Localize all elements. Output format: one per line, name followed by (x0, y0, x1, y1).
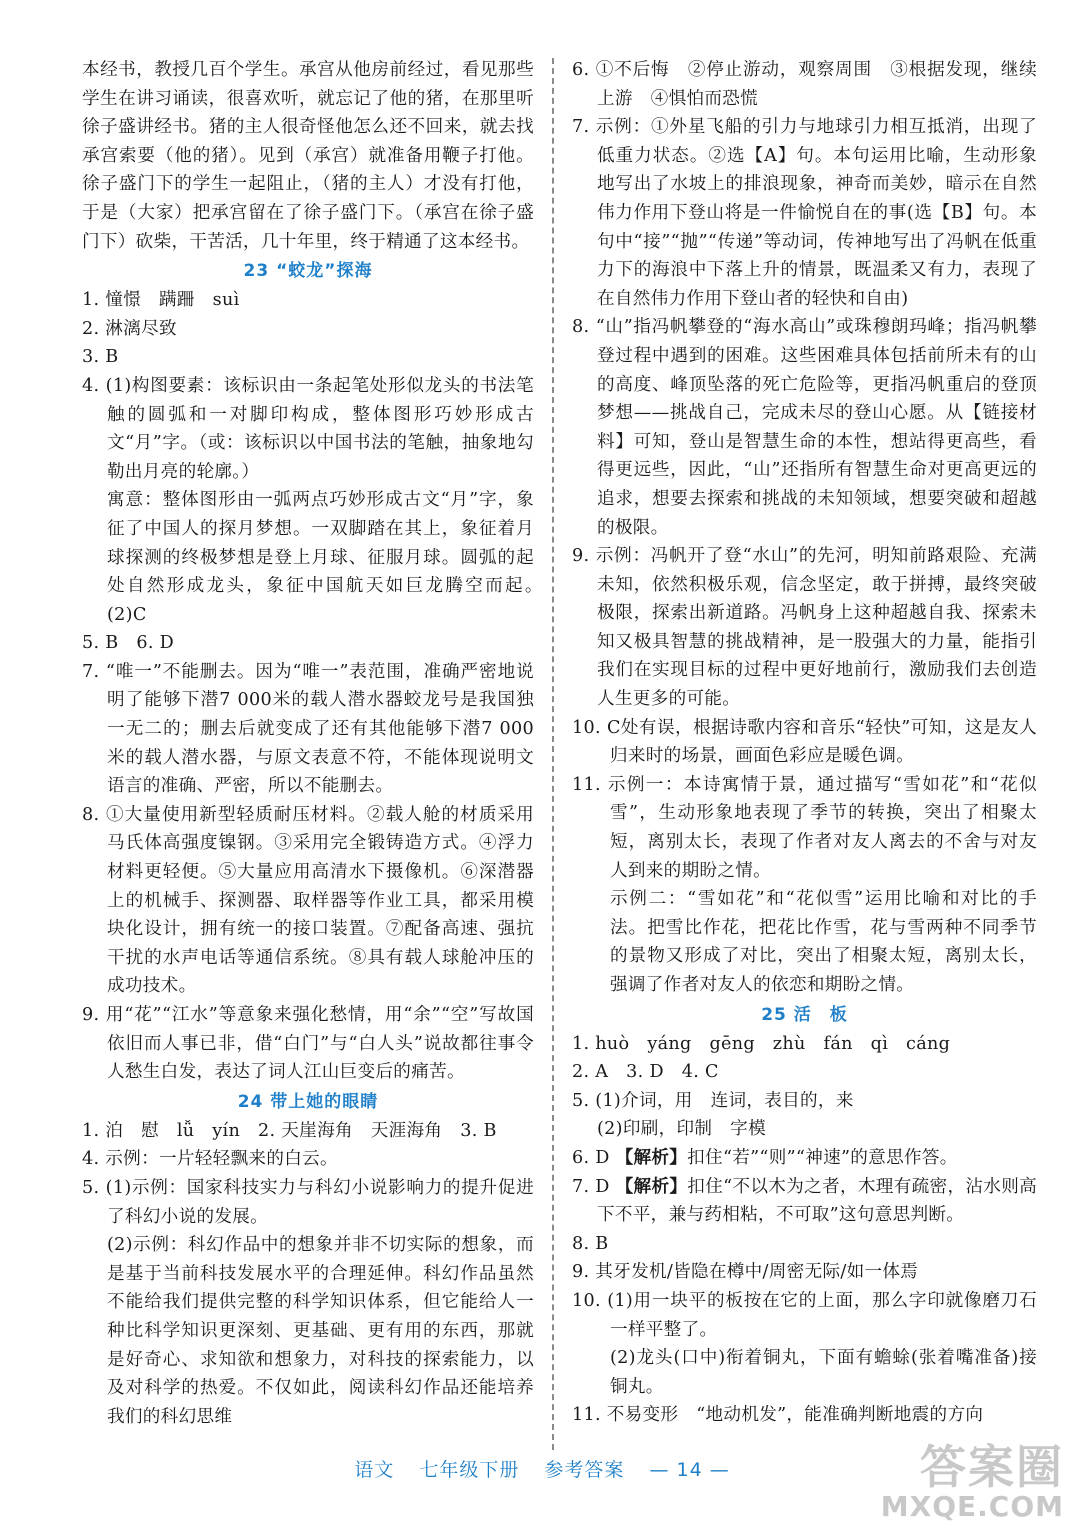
analysis-tag: 【解析】 (615, 1147, 688, 1168)
s25-answer-1: 1. huò yáng gēng zhù fán qì cáng (572, 1033, 951, 1054)
s25-answer-9: 9. 其牙发机/皆隐在樽中/周密无际/如一体焉 (572, 1262, 919, 1283)
s23-answer-9: 9. 用“花”“江水”等意象来强化愁情，用“余”“空”写故国依旧而人事已非，借“白门”与“白人头”说故都往事令人愁生白发，表达了词人江山巨变后的痛苦。 (82, 1005, 534, 1083)
intro-paragraph: 本经书，教授几百个学生。承宫从他房前经过，看见那些学生在讲习诵读，很喜欢听，就忘记了他的猪，在那里听徐子盛讲经书。猪的主人很奇怪他怎么还不回来，就去找承宫索要（他的猪）。见到（承宫）就准备用鞭子打他。徐子盛门下的学生一起阻止，（猪的主人）才没有打他，于是（大家）把承宫留在了徐子盛门下。（承宫在徐子盛门下）砍柴，干苦活，几十年里，终于精通了这本经书。 (82, 60, 534, 252)
s25-answer-6-analysis: 扣住“若”“则”“神速”的意思作答。 (687, 1147, 958, 1168)
s25-answer-10-part2: (2)龙头(口中)衔着铜丸，下面有蟾蜍(张着嘴准备)接铜丸。 (610, 1348, 1037, 1397)
s25-answer-6 (572, 1144, 1037, 1173)
s24-answer-7: 7. 示例：①外星飞船的引力与地球引力相互抵消，出现了低重力状态。②选【A】句。本句运用比喻，生动形象地写出了水坡上的排浪现象，神奇而美妙，暗示在自然伟力作用下登山将是一件愉悦自在的事(选【B】句。本句中“接”“抛”“传递”等动词，传神地写出了冯帆在低重力下的海浪中下落上升的情景，既温柔又有力，表现了在自然伟力作用下登山者的轻快和自由) (572, 117, 1037, 309)
s23-answer-3: 3. B (82, 347, 119, 368)
column-divider (552, 58, 554, 1450)
s23-answer-2: 2. 淋漓尽致 (82, 318, 177, 339)
s24-answer-4: 4. 示例：一片轻轻飘来的白云。 (82, 1149, 338, 1170)
s23-answer-8: 8. ①大量使用新型轻质耐压材料。②载人舱的材质采用马氏体高强度镍钢。③采用完全锻铸造方式。④浮力材料更轻便。⑤大量应用高清水下摄像机。⑥深潜器上的机械手、探测器、取样器等作业工具，都采用模块化设计，拥有统一的接口装置。⑦配备高速、强抗干扰的水声电话等通信系统。⑧具有载人球舱冲压的成功技术。 (82, 804, 534, 997)
s23-answer-4: 4. (1)构图要素：该标识由一条起笔处形似龙头的书法笔触的圆弧和一对脚印构成，整体图形巧妙形成古文“月”字。（或：该标识以中国书法的笔触，抽象地勾勒出月亮的轮廓。） (82, 375, 534, 482)
s24-answer-11: 11. 示例一：本诗寓情于景，通过描写“雪如花”和“花似雪”，生动形象地表现了季节的转换，突出了相聚太短，离别太长，表现了作者对友人离去的不舍与对友人到来的期盼之情。 (572, 774, 1037, 881)
analysis-tag: 【解析】 (615, 1176, 688, 1197)
footer-grade: 七年级下册 (419, 1459, 520, 1481)
s24-answer-10: 10. C处有误，根据诗歌内容和音乐“轻快”可知，这是友人归来时的场景，画面色彩应是暖色调。 (572, 717, 1037, 767)
s24-answer-1-3: 1. 泊 慰 lǚ yín 2. 天崖海角 天涯海角 3. B (82, 1120, 497, 1141)
s24-answer-6: 6. ①不后悔 ②停止游动，观察周围 ③根据发现，继续上游 ④惧怕而恐慌 (572, 60, 1037, 109)
s23-answer-1: 1. 憧憬 蹒跚 suì (82, 290, 240, 311)
s24-answer-9: 9. 示例：冯帆开了登“水山”的先河，明知前路艰险、充满未知，依然积极乐观，信念坚定，敢于拼搏，最终突破极限，探索出新道路。冯帆身上这种超越自我、探索未知又极具智慧的挑战精神，是一股强大的力量，能指引我们在实现目标的过程中更好地前行，激励我们去创造人生更多的可能。 (572, 546, 1037, 710)
s25-answer-5-part2: (2)印刷，印制 字模 (597, 1119, 766, 1140)
watermark-logo (881, 1442, 1064, 1522)
s25-answer-7 (572, 1173, 1037, 1230)
s24-answer-8: 8. “山”指冯帆攀登的“海水高山”或珠穆朗玛峰；指冯帆攀登过程中遇到的困难。这些困难具体包括前所未有的山的高度、峰顶坠落的死亡危险等，更指冯帆重启的登顶梦想——挑战自己，完成未尽的登山心愿。从【链接材料】可知，登山是智慧生命的本性，想站得更高些，看得更远些，因此，“山”还指所有智慧生命对更高更远的追求，想要去探索和挑战的未知领域，想要突破和超越的极限。 (572, 317, 1037, 538)
watermark-domain: MXQE.COM (880, 1490, 1064, 1523)
left-column (82, 56, 552, 1431)
s23-answer-5-6: 5. B 6. D (82, 633, 175, 654)
s24-answer-5-part2: (2)示例：科幻作品中的想象并非不切实际的想象，而是基于当前科技发展水平的合理延伸。科幻作品虽然不能给我们提供完整的科学知识体系，但它能给人一种比科学知识更深刻、更基础、更有用的东西，那就是好奇心、求知欲和想象力，对科技的探索能力，以及对科学的热爱。不仅如此，阅读科幻作品还能培养我们的科幻思维 (107, 1235, 534, 1427)
footer-label: 参考答案 (544, 1459, 625, 1481)
s23-answer-7: 7. “唯一”不能删去。因为“唯一”表范围，准确严密地说明了能够下潜7 000米的载人潜水器蛟龙号是我国独一无二的；删去后就变成了还有其他能够下潜7 000米的载人潜水器，与原文表意不符，不能体现说明文语言的准确、严密，所以不能删去。 (82, 661, 534, 797)
s25-answer-10: 10. (1)用一块平的板按在它的上面，那么字印就像磨刀石一样平整了。 (572, 1290, 1037, 1340)
s24-answer-11-example2: 示例二：“雪如花”和“花似雪”运用比喻和对比的手法。把雪比作花，把花比作雪，花与雪两种不同季节的景物又形成了对比，突出了相聚太短，离别太长，强调了作者对友人的依恋和期盼之情。 (610, 889, 1037, 995)
s23-answer-4-meaning: 寓意：整体图形由一弧两点巧妙形成古文“月”字，象征了中国人的探月梦想。一双脚踏在其上，象征着月球探测的终极梦想是登上月球、征服月球。圆弧的起处自然形成龙头，象征中国航天如巨龙腾空而起。 (2)C (107, 490, 552, 625)
s25-answer-8: 8. B (572, 1233, 609, 1254)
s25-answer-7-choice: 7. D (572, 1176, 616, 1197)
s25-answer-2-4: 2. A 3. D 4. C (572, 1062, 719, 1083)
s25-answer-11: 11. 不易变形 “地动机发”，能准确判断地震的方向 (572, 1405, 984, 1426)
s25-answer-7-analysis: 扣住“不以木为之者，木理有疏密，沾水则高下不平，兼与药相粘，不可取”这句意思判断。 (597, 1176, 1038, 1226)
section-23-title: 23 “蛟龙”探海 (243, 261, 373, 282)
s24-answer-5: 5. (1)示例：国家科技实力与科幻小说影响力的提升促进了科幻小说的发展。 (82, 1177, 534, 1227)
right-column (572, 56, 1037, 1430)
section-25-title: 25 活 板 (761, 1004, 848, 1025)
footer-subject: 语文 (354, 1459, 395, 1481)
s25-answer-6-choice: 6. D (572, 1147, 616, 1168)
s25-answer-5: 5. (1)介词，用 连词，表目的，来 (572, 1090, 854, 1111)
section-24-title: 24 带上她的眼睛 (237, 1091, 379, 1112)
watermark-text: 答案圈 (920, 1440, 1064, 1494)
page-number: — 14 — (649, 1459, 730, 1481)
